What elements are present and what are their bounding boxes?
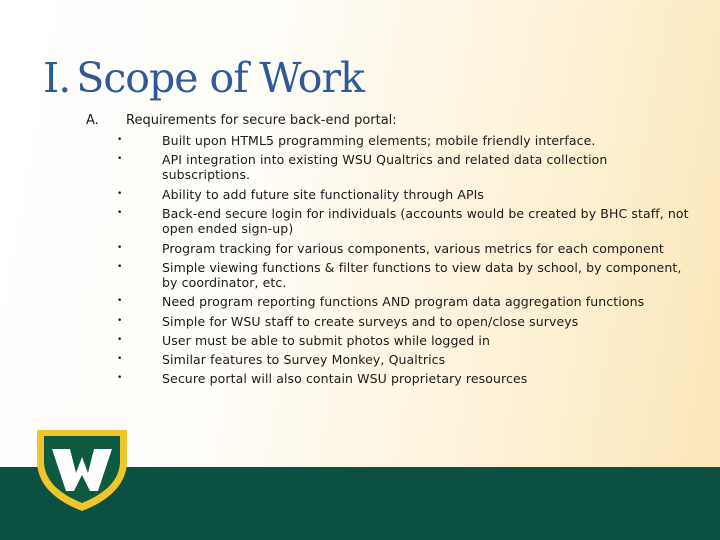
section-letter: A. xyxy=(86,113,99,128)
requirement-text: Program tracking for various components, various metrics for each component xyxy=(162,241,664,256)
bullet: • xyxy=(117,296,123,306)
requirement-text: Need program reporting functions AND program data aggregation functions xyxy=(162,294,645,309)
requirement-text: Simple viewing functions & filter functions to view data by school, by component, by coordinator, etc. xyxy=(162,260,682,290)
bullet: • xyxy=(117,189,123,199)
bullet: • xyxy=(117,208,123,218)
bullet: • xyxy=(117,135,123,145)
requirement-text: Secure portal will also contain WSU proprietary resources xyxy=(162,371,528,386)
bullet: • xyxy=(117,335,123,345)
bullet: • xyxy=(117,373,123,383)
title-text: Scope of Work xyxy=(76,54,364,102)
requirement-text: Built upon HTML5 programming elements; mobile friendly interface. xyxy=(162,133,596,148)
bullet: • xyxy=(117,354,123,364)
bullet: • xyxy=(117,316,123,326)
title-number: I. xyxy=(43,54,71,102)
bullet: • xyxy=(117,243,123,253)
requirement-text: API integration into existing WSU Qualtrics and related data collection subscriptions. xyxy=(162,152,608,182)
wayne-state-w-shield-logo-icon xyxy=(34,427,130,513)
bullet: • xyxy=(117,262,123,272)
requirement-text: User must be able to submit photos while logged in xyxy=(162,333,490,348)
requirement-text: Back-end secure login for individuals (accounts would be created by BHC staff, not open ended sign-up) xyxy=(162,206,689,236)
section-heading: Requirements for secure back-end portal: xyxy=(126,113,397,128)
slide-title xyxy=(43,52,364,104)
requirement-text: Ability to add future site functionality through APIs xyxy=(162,187,485,202)
requirement-text: Simple for WSU staff to create surveys and to open/close surveys xyxy=(162,314,579,329)
requirement-text: Similar features to Survey Monkey, Qualtrics xyxy=(162,352,446,367)
bullet: • xyxy=(117,154,123,164)
